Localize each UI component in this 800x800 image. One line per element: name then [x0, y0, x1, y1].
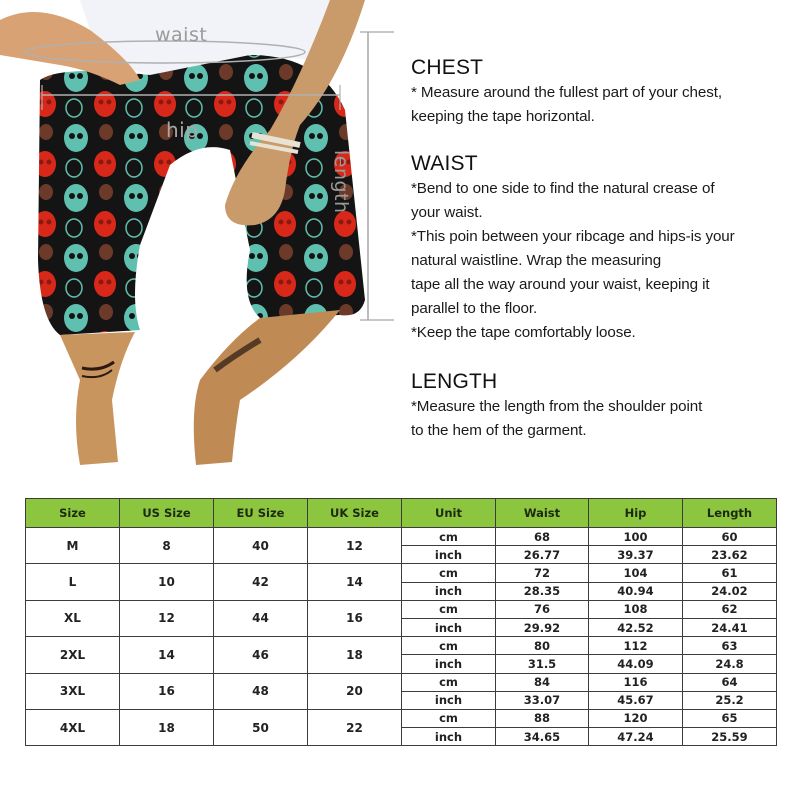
waist-text-line: *This poin between your ribcage and hips-is your — [411, 228, 735, 245]
table-row — [26, 600, 777, 618]
uk-size-cell: 14 — [308, 564, 402, 600]
header-length: Length — [683, 499, 777, 528]
unit-cell: inch — [402, 655, 496, 673]
length-cell: 65 — [683, 709, 777, 727]
waist-text-line: natural waistline. Wrap the measuring — [411, 252, 662, 269]
header-size: Size — [26, 499, 120, 528]
us-size-cell: 18 — [120, 709, 214, 745]
us-size-cell: 12 — [120, 600, 214, 636]
hip-cell: 39.37 — [589, 546, 683, 564]
size-cell: L — [26, 564, 120, 600]
length-cell: 25.2 — [683, 691, 777, 709]
waist-heading: WAIST — [411, 152, 478, 175]
waist-cell: 84 — [496, 673, 589, 691]
shorts-model-illustration — [0, 0, 400, 470]
hip-cell: 44.09 — [589, 655, 683, 673]
table-row — [26, 528, 777, 546]
table-header-row — [26, 499, 777, 528]
unit-cell: inch — [402, 546, 496, 564]
unit-cell: inch — [402, 728, 496, 746]
waist-cell: 34.65 — [496, 728, 589, 746]
chest-section — [411, 55, 722, 129]
length-cell: 24.8 — [683, 655, 777, 673]
waist-cell: 76 — [496, 600, 589, 618]
unit-cell: inch — [402, 582, 496, 600]
length-cell: 25.59 — [683, 728, 777, 746]
hip-cell: 100 — [589, 528, 683, 546]
waist-cell: 31.5 — [496, 655, 589, 673]
hip-cell: 116 — [589, 673, 683, 691]
length-cell: 61 — [683, 564, 777, 582]
length-text-line: *Measure the length from the shoulder point — [411, 398, 703, 415]
waist-section — [411, 151, 735, 345]
hip-cell: 104 — [589, 564, 683, 582]
eu-size-cell: 50 — [214, 709, 308, 745]
waist-cell: 28.35 — [496, 582, 589, 600]
header-unit: Unit — [402, 499, 496, 528]
length-heading: LENGTH — [411, 370, 498, 393]
chest-text-line: * Measure around the fullest part of your chest, — [411, 84, 722, 101]
waist-cell: 26.77 — [496, 546, 589, 564]
eu-size-cell: 46 — [214, 637, 308, 673]
waist-cell: 68 — [496, 528, 589, 546]
us-size-cell: 8 — [120, 528, 214, 564]
length-cell: 24.41 — [683, 618, 777, 636]
unit-cell: cm — [402, 637, 496, 655]
product-photo — [0, 0, 400, 470]
waist-cell: 72 — [496, 564, 589, 582]
us-size-cell: 16 — [120, 673, 214, 709]
length-cell: 23.62 — [683, 546, 777, 564]
waist-text-line: tape all the way around your waist, keeping it — [411, 276, 710, 293]
waist-text-line: parallel to the floor. — [411, 300, 538, 317]
length-cell: 62 — [683, 600, 777, 618]
unit-cell: cm — [402, 528, 496, 546]
length-measure-label: length — [330, 150, 352, 214]
hip-cell: 40.94 — [589, 582, 683, 600]
unit-cell: cm — [402, 709, 496, 727]
us-size-cell: 10 — [120, 564, 214, 600]
size-chart-table — [25, 498, 777, 746]
hip-cell: 47.24 — [589, 728, 683, 746]
waist-cell: 29.92 — [496, 618, 589, 636]
unit-cell: inch — [402, 618, 496, 636]
size-cell: M — [26, 528, 120, 564]
uk-size-cell: 12 — [308, 528, 402, 564]
size-cell: XL — [26, 600, 120, 636]
eu-size-cell: 48 — [214, 673, 308, 709]
length-cell: 60 — [683, 528, 777, 546]
length-cell: 63 — [683, 637, 777, 655]
waist-text-line: *Keep the tape comfortably loose. — [411, 324, 636, 341]
length-text-line: to the hem of the garment. — [411, 422, 587, 439]
hip-cell: 45.67 — [589, 691, 683, 709]
header-hip: Hip — [589, 499, 683, 528]
hip-cell: 120 — [589, 709, 683, 727]
size-cell: 3XL — [26, 673, 120, 709]
unit-cell: cm — [402, 564, 496, 582]
us-size-cell: 14 — [120, 637, 214, 673]
uk-size-cell: 18 — [308, 637, 402, 673]
unit-cell: cm — [402, 600, 496, 618]
uk-size-cell: 16 — [308, 600, 402, 636]
header-eu-size: EU Size — [214, 499, 308, 528]
waist-text-line: *Bend to one side to find the natural crease of — [411, 180, 715, 197]
length-cell: 24.02 — [683, 582, 777, 600]
unit-cell: inch — [402, 691, 496, 709]
chest-text-line: keeping the tape horizontal. — [411, 108, 595, 125]
eu-size-cell: 42 — [214, 564, 308, 600]
eu-size-cell: 44 — [214, 600, 308, 636]
length-cell: 64 — [683, 673, 777, 691]
waist-text-line: your waist. — [411, 204, 483, 221]
header-waist: Waist — [496, 499, 589, 528]
length-section — [411, 369, 702, 443]
table-row — [26, 709, 777, 727]
hip-cell: 42.52 — [589, 618, 683, 636]
waist-cell: 33.07 — [496, 691, 589, 709]
hip-measure-label: hip — [166, 118, 199, 142]
size-cell: 2XL — [26, 637, 120, 673]
uk-size-cell: 22 — [308, 709, 402, 745]
size-cell: 4XL — [26, 709, 120, 745]
chest-heading: CHEST — [411, 56, 484, 79]
eu-size-cell: 40 — [214, 528, 308, 564]
hip-cell: 112 — [589, 637, 683, 655]
table-row — [26, 637, 777, 655]
table-row — [26, 564, 777, 582]
table-row — [26, 673, 777, 691]
waist-measure-label: waist — [155, 24, 208, 46]
unit-cell: cm — [402, 673, 496, 691]
waist-cell: 88 — [496, 709, 589, 727]
header-uk-size: UK Size — [308, 499, 402, 528]
hip-cell: 108 — [589, 600, 683, 618]
header-us-size: US Size — [120, 499, 214, 528]
waist-cell: 80 — [496, 637, 589, 655]
uk-size-cell: 20 — [308, 673, 402, 709]
